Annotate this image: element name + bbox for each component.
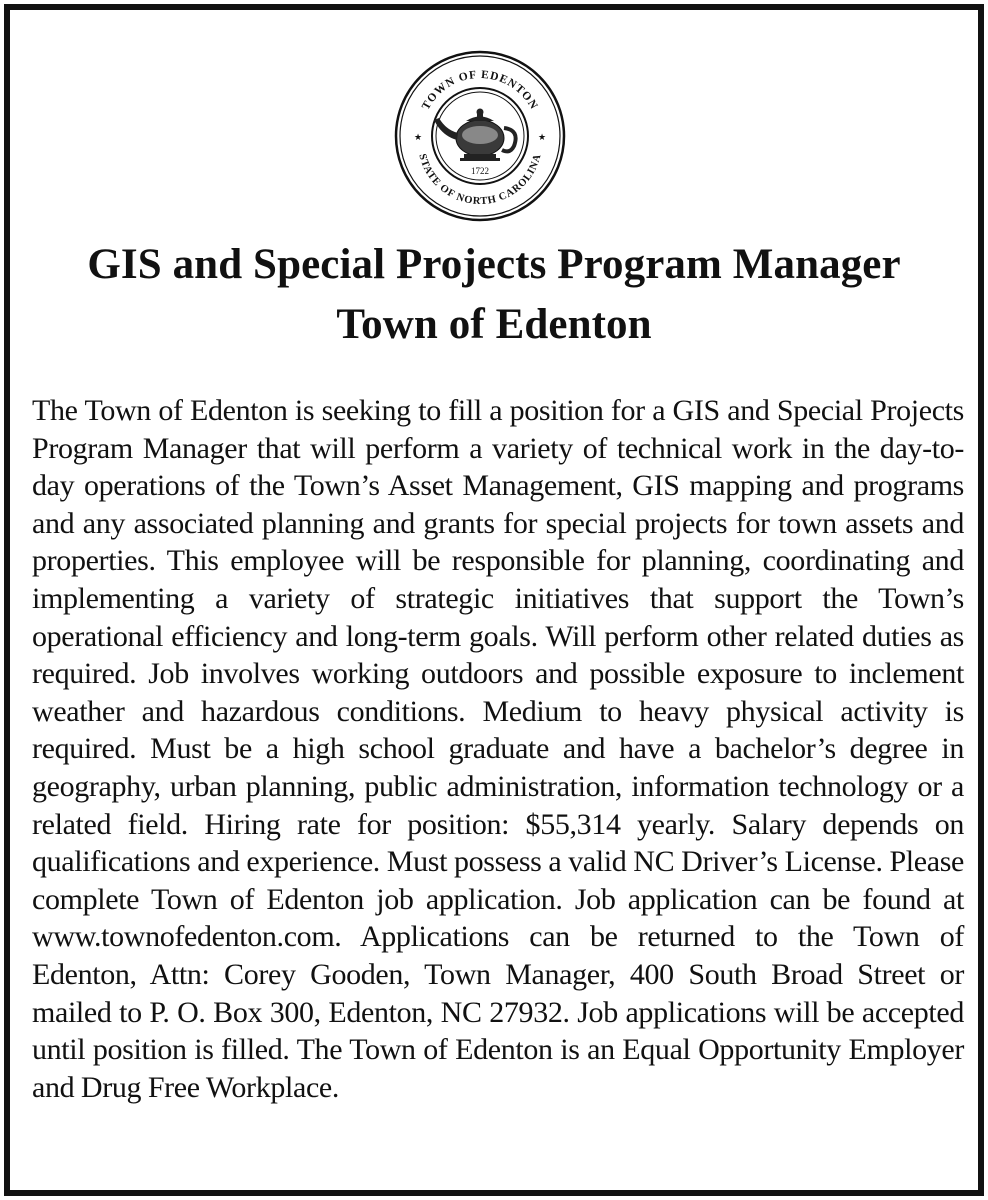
job-description: The Town of Edenton is seeking to fill a position for a GIS and Special Projects Program Manager that will perform a variety of technical work in the day-to-day operations of the Town’s Asset Management, GIS mapping and programs and any associated planning and grants for special projects for town assets and properties. This employee will be responsible for planning, coordinating and implementing a variety of strategic initiatives that support the Town’s operational efficiency and long-term goals. Will perform other related duties as required. Job involves working outdoors and possible exposure to inclement weather and hazardous conditions. Medium to heavy physical activity is required. Must be a high school graduate and have a bachelor’s degree in geography, urban planning, public administration, information technology or a related field. Hiring rate for position: $55,314 yearly. Salary depends on qualifications and experience. Must possess a valid NC Driver’s License. Please complete Town of Edenton job application. Job application can be found at www.townofedenton.com. Applications can be returned to the Town of Edenton, Attn: Corey Gooden, Town Manager, 400 South Broad Street or mailed to P. O. Box 300, Edenton, NC 27932. Job applications will be accepted until position is filled. The Town of Edenton is an Equal Opportunity Employer and Drug Free Workplace. (32, 394, 964, 1104)
employer-name: Town of Edenton (336, 301, 652, 348)
svg-text:★: ★ (538, 132, 547, 142)
job-title: GIS and Special Projects Program Manager (87, 241, 901, 288)
seal-bottom-text: STATE OF NORTH CAROLINA (416, 152, 544, 208)
job-advertisement (4, 4, 984, 1196)
seal-year: 1722 (471, 166, 489, 176)
town-seal-logo (394, 50, 566, 222)
seal-top-text: TOWN OF EDENTON (419, 68, 541, 113)
svg-text:★: ★ (414, 132, 423, 142)
